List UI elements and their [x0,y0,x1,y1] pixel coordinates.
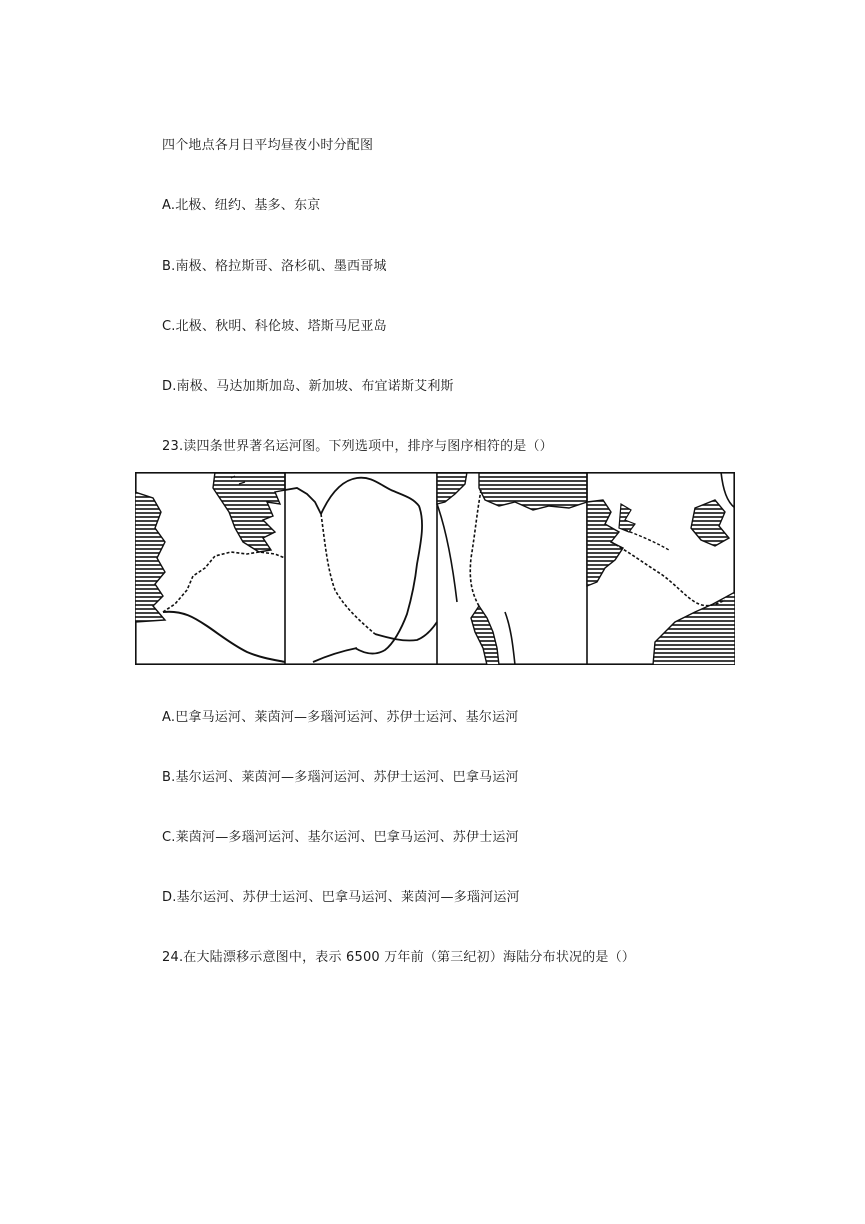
q24-stem: 24.在大陆漂移示意图中，表示 6500 万年前（第三纪初）海陆分布状况的是（） [162,950,636,965]
q22-option-c: C.北极、秋明、科伦坡、塔斯马尼亚岛 [162,319,387,334]
q23-option-a: A.巴拿马运河、莱茵河—多瑙河运河、苏伊士运河、基尔运河 [162,710,519,725]
canal-maps-figure [135,472,735,665]
q23-stem: 23.读四条世界著名运河图。下列选项中，排序与图序相符的是（） [162,439,553,454]
figure-caption: 四个地点各月日平均昼夜小时分配图 [162,138,374,153]
q22-option-b: B.南极、格拉斯哥、洛杉矶、墨西哥城 [162,259,387,274]
q22-option-a: A.北极、纽约、基多、东京 [162,198,321,213]
q23-option-b: B.基尔运河、莱茵河—多瑙河运河、苏伊士运河、巴拿马运河 [162,770,519,785]
q23-option-c: C.莱茵河—多瑙河运河、基尔运河、巴拿马运河、苏伊士运河 [162,830,519,845]
q23-option-d: D.基尔运河、苏伊士运河、巴拿马运河、莱茵河—多瑙河运河 [162,890,520,905]
q22-option-d: D.南极、马达加斯加岛、新加坡、布宜诺斯艾利斯 [162,379,454,394]
